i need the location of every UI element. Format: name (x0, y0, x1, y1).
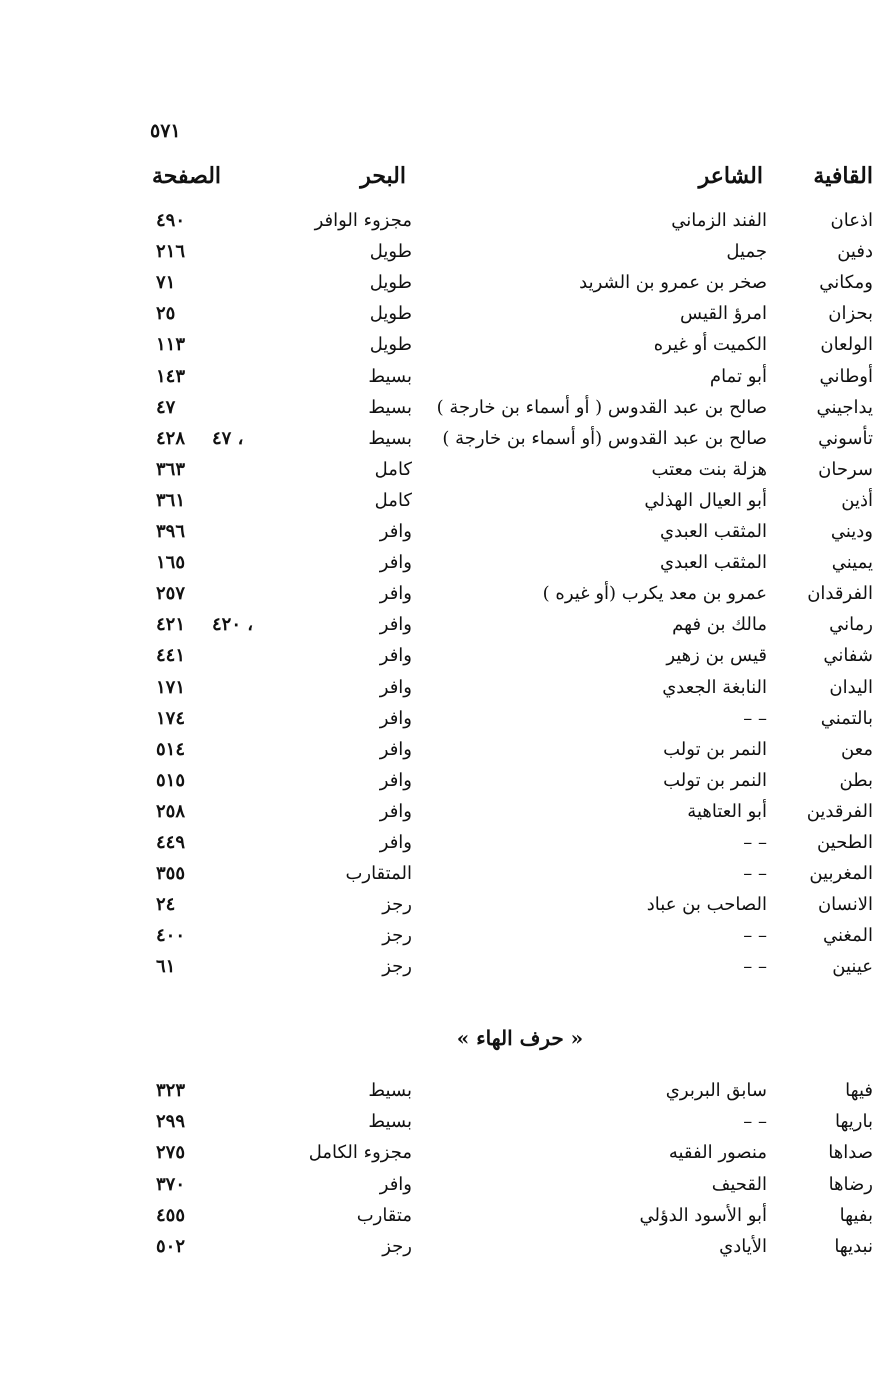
page-cell: ٤٥٥ (156, 1204, 186, 1226)
table-row (0, 210, 879, 240)
rhyme-cell: اليدان (829, 676, 873, 698)
meter-cell: وافر (379, 614, 412, 636)
rhyme-cell: يميني (831, 552, 873, 574)
page-cell: ٣٦١ (156, 489, 186, 511)
table-row (0, 956, 879, 986)
table-row (0, 241, 879, 271)
table-row (0, 552, 879, 582)
table-row (0, 708, 879, 738)
poet-cell: النمر بن تولب (663, 738, 767, 760)
page-cell: ١٦٥ (156, 552, 186, 574)
poet-cell: عمرو بن معد يكرب (أو غيره ) (542, 583, 767, 605)
poet-cell: الكميت أو غيره (653, 334, 767, 356)
page-cell: ٣٥٥ (156, 863, 186, 885)
poet-cell: جميل (726, 241, 767, 263)
rhyme-cell: المغني (822, 925, 873, 947)
rhyme-cell: الفرقدان (807, 583, 873, 605)
meter-cell: وافر (379, 552, 412, 574)
table-row (0, 1111, 879, 1141)
page-cell: ٢١٦ (156, 241, 186, 263)
table-row (0, 925, 879, 955)
page-cell: ١٤٣ (156, 365, 186, 387)
meter-cell: طويل (369, 272, 412, 294)
rhyme-cell: شفاني (823, 645, 873, 667)
page-cell: ٤٢٨ (156, 427, 186, 449)
page-cell: ٢٧٥ (156, 1142, 186, 1164)
poet-cell: – – (743, 956, 767, 978)
rhyme-cell: الفرقدين (806, 800, 873, 822)
poet-cell: صالح بن عبد القدوس ( أو أسماء بن خارجة ) (436, 396, 767, 418)
meter-cell: رجز (382, 1236, 412, 1257)
table-row (0, 397, 879, 427)
page-cell: ٣٧٠ (156, 1173, 186, 1195)
rhyme-cell: يداجيني (816, 396, 873, 418)
poet-cell: سابق البربري (665, 1080, 767, 1101)
rhyme-cell: عينين (832, 956, 873, 978)
poet-cell: المثقب العبدي (660, 521, 767, 542)
meter-cell: بسيط (368, 427, 412, 449)
rhyme-cell: الولعان (820, 334, 873, 356)
page-cell: ٣٩٦ (156, 521, 186, 542)
poet-cell: النمر بن تولب (663, 769, 767, 791)
poet-cell: صخر بن عمرو بن الشريد (579, 272, 767, 294)
page-cell: ٢٤ (156, 894, 176, 916)
poet-cell: امرؤ القيس (680, 303, 767, 325)
page-cell: ٢٥٨ (156, 800, 186, 822)
poet-cell: النابغة الجعدي (662, 676, 767, 698)
page-cell: ٤٩٠ (156, 210, 186, 231)
header-poet: الشاعر (698, 163, 763, 189)
page-cell: ٧١ (156, 272, 176, 294)
table-row (0, 1174, 879, 1204)
poet-cell: – – (743, 1111, 767, 1133)
meter-cell: كامل (374, 458, 412, 480)
rhyme-cell: أوطاني (819, 365, 873, 387)
page-cell: ٥٠٢ (156, 1236, 186, 1257)
meter-cell: وافر (379, 583, 412, 605)
meter-cell: المتقارب (345, 863, 412, 885)
poet-cell: أبو الأسود الدؤلي (639, 1204, 767, 1226)
page-cell: ١٧١ (156, 676, 186, 698)
rhyme-cell: بحزان (828, 303, 873, 325)
rhyme-cell: بالتمني (820, 707, 873, 729)
rhyme-cell: أذين (841, 489, 873, 511)
meter-cell: بسيط (368, 396, 412, 418)
meter-cell: طويل (369, 334, 412, 356)
meter-cell: وافر (379, 676, 412, 698)
table-row (0, 459, 879, 489)
table-row (0, 303, 879, 333)
page-cell: ٣٦٣ (156, 458, 186, 480)
table-row (0, 428, 879, 458)
rhyme-cell: رضاها (828, 1173, 873, 1195)
page-cell: ٤٧ (156, 396, 176, 418)
table-row (0, 614, 879, 644)
page-cell: ٥١٤ (156, 738, 186, 760)
rhyme-cell: دفين (837, 241, 873, 263)
rhyme-cell: نبديها (834, 1236, 873, 1257)
poet-cell: أبو تمام (709, 365, 767, 387)
rhyme-cell: اذعان (830, 210, 873, 231)
page-cell: ٥١٥ (156, 769, 186, 791)
meter-cell: وافر (379, 738, 412, 760)
poet-cell: المثقب العبدي (660, 552, 767, 574)
meter-cell: مجزوء الوافر (314, 210, 412, 231)
table-row (0, 1205, 879, 1235)
table-row (0, 677, 879, 707)
poet-cell: القحيف (711, 1173, 767, 1195)
meter-cell: وافر (379, 645, 412, 667)
meter-cell: وافر (379, 832, 412, 853)
header-rhyme: القافية (813, 163, 873, 189)
table-row (0, 583, 879, 613)
poet-cell: هزلة بنت معتب (651, 458, 767, 480)
rhyme-cell: الطحين (816, 832, 873, 853)
meter-cell: رجز (382, 894, 412, 916)
meter-cell: طويل (369, 303, 412, 325)
page-cell: ٤٤١ (156, 645, 186, 667)
poet-cell: أبو العتاهية (687, 800, 767, 822)
rhyme-cell: سرحان (818, 458, 873, 480)
page-cell: ٦١ (156, 956, 176, 978)
meter-cell: وافر (379, 769, 412, 791)
poet-cell: الأيادي (719, 1236, 767, 1257)
table-row (0, 863, 879, 893)
page-cell: ١٧٤ (156, 707, 186, 729)
rhyme-cell: معن (840, 738, 873, 760)
table-row (0, 739, 879, 769)
section-title: « حرف الهاء » (456, 1026, 584, 1050)
meter-cell: طويل (369, 241, 412, 263)
meter-cell: بسيط (368, 1080, 412, 1101)
poet-cell: مالك بن فهم (672, 614, 767, 636)
page-cell: ٢٥٧ (156, 583, 186, 605)
meter-cell: وافر (379, 707, 412, 729)
page-cell: ٤٤٩ (156, 832, 186, 853)
table-row (0, 366, 879, 396)
rhyme-cell: بفيها (839, 1204, 873, 1226)
table-row (0, 1080, 879, 1110)
poet-cell: أبو العيال الهذلي (644, 489, 767, 511)
page-extra-cell: ٤٢٠ ، (212, 614, 254, 636)
meter-cell: بسيط (368, 365, 412, 387)
meter-cell: رجز (382, 956, 412, 978)
table-row (0, 272, 879, 302)
poet-cell: – – (743, 707, 767, 729)
meter-cell: وافر (379, 800, 412, 822)
meter-cell: وافر (379, 1173, 412, 1195)
table-row (0, 645, 879, 675)
page-extra-cell: ٤٧ ، (212, 427, 244, 449)
meter-cell: بسيط (368, 1111, 412, 1133)
poet-cell: – – (743, 863, 767, 885)
header-meter: البحر (360, 163, 406, 189)
page-cell: ٢٩٩ (156, 1111, 186, 1133)
poet-cell: – – (743, 832, 767, 853)
meter-cell: مجزوء الكامل (308, 1142, 412, 1164)
page-cell: ٤٢١ (156, 614, 186, 636)
rhyme-cell: تأسوني (818, 427, 873, 449)
table-row (0, 894, 879, 924)
rhyme-cell: المغربين (809, 863, 873, 885)
poet-cell: الفند الزماني (671, 210, 767, 231)
poet-cell: قيس بن زهير (666, 645, 767, 667)
meter-cell: متقارب (356, 1204, 412, 1226)
rhyme-cell: وديني (830, 521, 873, 542)
poet-cell: صالح بن عبد القدوس (أو أسماء بن خارجة ) (442, 427, 767, 449)
page-cell: ٣٢٣ (156, 1080, 186, 1101)
table-row (0, 801, 879, 831)
meter-cell: وافر (379, 521, 412, 542)
rhyme-cell: رماني (829, 614, 873, 636)
rhyme-cell: الانسان (817, 894, 873, 916)
table-row (0, 1142, 879, 1172)
meter-cell: رجز (382, 925, 412, 947)
table-row (0, 490, 879, 520)
poet-cell: – – (743, 925, 767, 947)
rhyme-cell: باريها (835, 1111, 873, 1133)
page-cell: ٤٠٠ (156, 925, 186, 947)
table-row (0, 770, 879, 800)
table-row (0, 334, 879, 364)
rhyme-cell: فيها (845, 1080, 873, 1101)
rhyme-cell: بطن (839, 769, 873, 791)
table-row (0, 832, 879, 862)
rhyme-cell: ومكاني (819, 272, 873, 294)
table-row (0, 521, 879, 551)
poet-cell: منصور الفقيه (668, 1142, 767, 1164)
table-row (0, 1236, 879, 1266)
header-page: الصفحة (152, 163, 222, 189)
page-cell: ١١٣ (156, 334, 186, 356)
rhyme-cell: صداها (828, 1142, 873, 1164)
page-number: ٥٧١ (150, 120, 181, 142)
poet-cell: الصاحب بن عباد (646, 894, 767, 916)
page-cell: ٢٥ (156, 303, 176, 325)
meter-cell: كامل (374, 489, 412, 511)
